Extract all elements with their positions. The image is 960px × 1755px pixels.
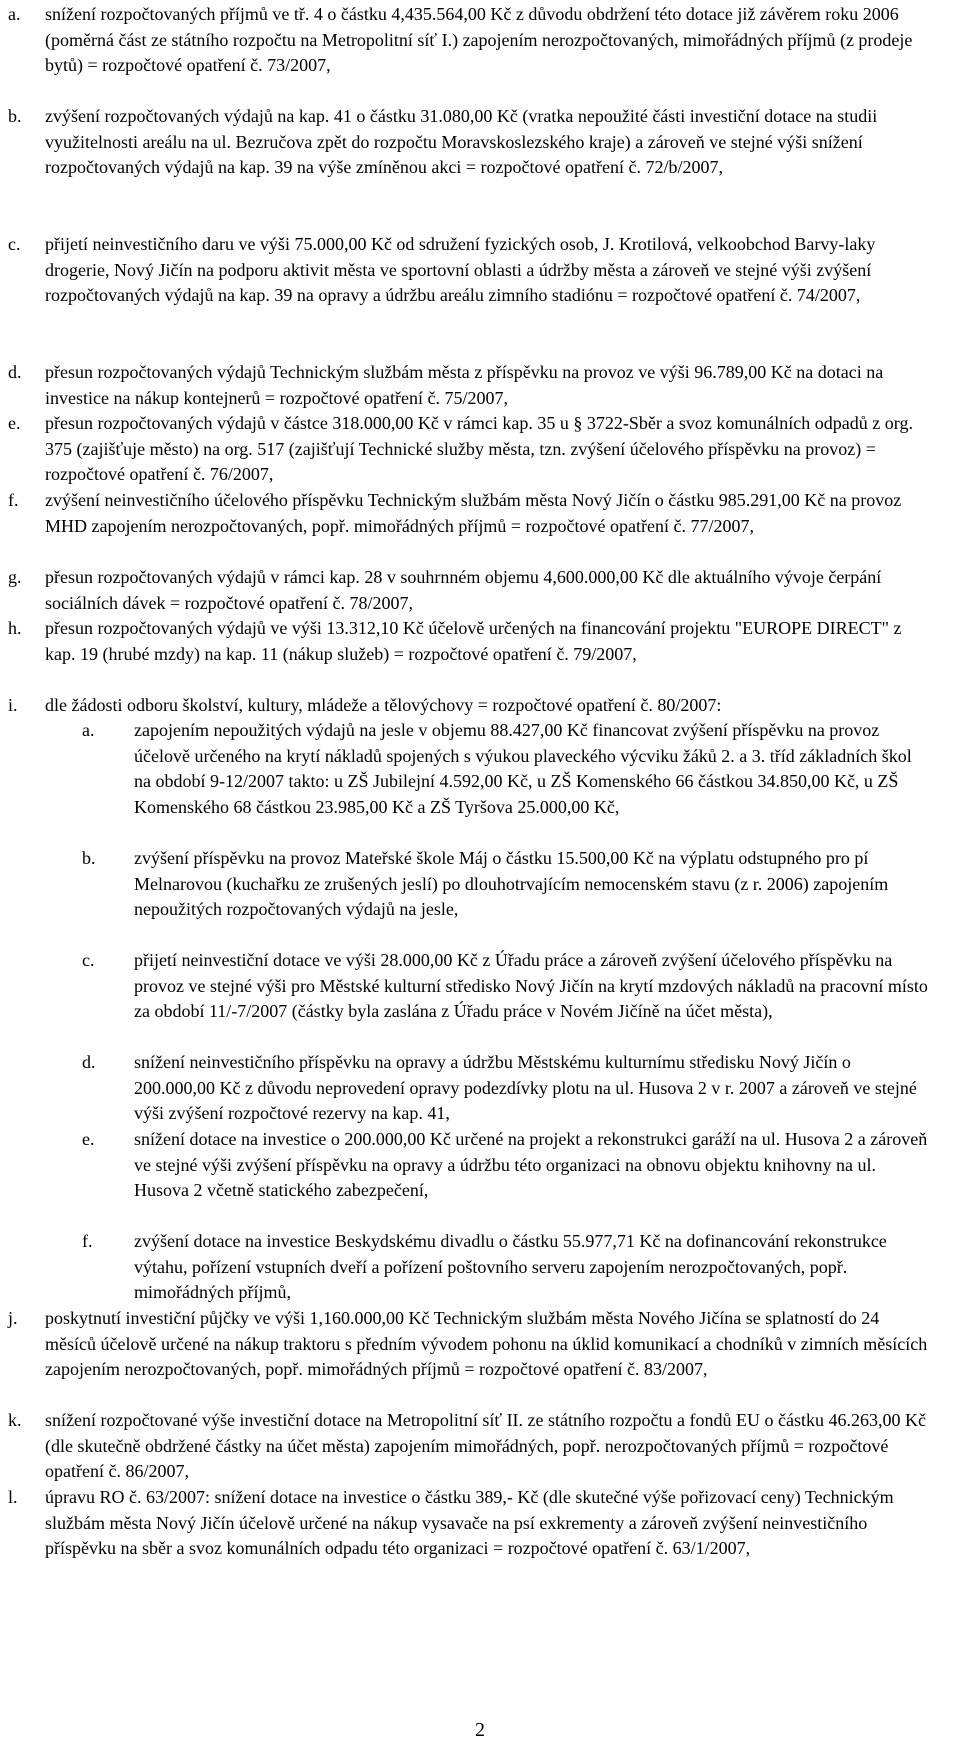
sub-list-item <box>0 948 930 1025</box>
sub-item-label: f. <box>82 1231 93 1251</box>
list-item <box>0 411 930 488</box>
item-label: b. <box>8 106 22 126</box>
list-item <box>0 1485 930 1562</box>
item-text: snížení rozpočtovaných příjmů ve tř. 4 o částku 4,435.564,00 Kč z důvodu obdržení této dotace již závěrem roku 2006 (poměrná část ze státního rozpočtu na Metropolitní síť I.) zapojením nerozpočtovaných, mimořádných příjmů (z prodeje bytů) = rozpočtové opatření č. 73/2007, <box>45 4 913 75</box>
sub-item-text: zvýšení dotace na investice Beskydskému divadlu o částku 55.977,71 Kč na dofinancování rekonstrukce výtahu, pořízení vstupních dveří a pořízení poštovního serveru zapojením nerozpočtovaných, popř. mimořádných příjmů, <box>134 1231 887 1302</box>
sub-item-text: zvýšení příspěvku na provoz Mateřské škole Máj o částku 15.500,00 Kč na výplatu odstupného pro pí Melnarovou (kuchařku ze zrušených jeslí) po dlouhotrvajícím nemocenském stavu (z r. 2006) zapojením nepoužitých rozpočtovaných výdajů na jesle, <box>134 848 889 919</box>
sub-item-label: d. <box>82 1052 96 1072</box>
item-label: j. <box>8 1308 18 1328</box>
item-label: h. <box>8 618 22 638</box>
item-text: přesun rozpočtovaných výdajů ve výši 13.312,10 Kč účelově určených na financování projektu "EUROPE DIRECT" z kap. 19 (hrubé mzdy) na kap. 11 (nákup služeb) = rozpočtové opatření č. 79/2007, <box>45 618 902 664</box>
item-text: zvýšení rozpočtovaných výdajů na kap. 41 o částku 31.080,00 Kč (vratka nepoužité části investiční dotace na studii využitelnosti areálu na ul. Bezručova zpět do rozpočtu Moravskoslezského kraje) a zároveň ve stejné výši snížení rozpočtovaných výdajů na kap. 39 na výše zmíněnou akci = rozpočtové opatření č. 72/b/2007, <box>45 106 878 177</box>
list-item <box>0 693 930 719</box>
list-item <box>0 104 930 181</box>
item-text: úpravu RO č. 63/2007: snížení dotace na investice o částku 389,- Kč (dle skutečné výše pořizovací ceny) Technickým službám města Nový Jičín účelově určené na nákup vysavače na psí exkrementy a zároveň zvýšení neinvestičního příspěvku na sběr a svoz komunálních odpadu této organizaci = rozpočtové opatření č. 63/1/2007, <box>45 1487 894 1558</box>
sub-item-text: snížení neinvestičního příspěvku na opravy a údržbu Městskému kulturnímu středisku Nový Jičín o 200.000,00 Kč z důvodu neprovedení opravy podezdívky plotu na ul. Husova 2 v r. 2007 a zároveň ve stejné výši zvýšení rozpočtové rezervy na kap. 41, <box>134 1052 917 1123</box>
item-text: snížení rozpočtované výše investiční dotace na Metropolitní síť II. ze státního rozpočtu a fondů EU o částku 46.263,00 Kč (dle skutečně obdržené částky na účet města) zapojením mimořádných, popř. nerozpočtovaných příjmů = rozpočtové opatření č. 86/2007, <box>45 1410 926 1481</box>
sub-item-text: přijetí neinvestiční dotace ve výši 28.000,00 Kč z Úřadu práce a zároveň zvýšení účelového příspěvku na provoz ve stejné výši pro Městské kulturní středisko Nový Jičín na krytí mzdových nákladů na pracovní místo za období 11/-7/2007 (částky byla zaslána z Úřadu práce v Novém Jičíně na účet města), <box>134 950 928 1021</box>
sub-list-item <box>0 846 930 923</box>
sub-list-item <box>0 1229 930 1306</box>
item-label: a. <box>8 4 21 24</box>
sub-list-item <box>0 718 930 820</box>
item-text: přijetí neinvestičního daru ve výši 75.000,00 Kč od sdružení fyzických osob, J. Krotilová, velkoobchod Barvy-laky drogerie, Nový Jičín na podporu aktivit města ve sportovní oblasti a údržby města a zároveň ve stejné výši zvýšení rozpočtovaných výdajů na kap. 39 na opravy a údržbu areálu zimního stadiónu = rozpočtové opatření č. 74/2007, <box>45 234 876 305</box>
sub-item-text: zapojením nepoužitých výdajů na jesle v objemu 88.427,00 Kč financovat zvýšení příspěvku na provoz účelově určeného na krytí nákladů spojených s výukou plaveckého výcviku žáků 2. a 3. tříd základních škol na období 9-12/2007 takto: u ZŠ Jubilejní 4.592,00 Kč, u ZŠ Komenského 66 částkou 34.850,00 Kč, u ZŠ Komenského 68 částkou 23.985,00 Kč a ZŠ Tyršova 25.000,00 Kč, <box>134 720 912 817</box>
item-label: d. <box>8 362 22 382</box>
item-text: přesun rozpočtovaných výdajů Technickým službám města z příspěvku na provoz ve výši 96.789,00 Kč na dotaci na investice na nákup kontejnerů = rozpočtové opatření č. 75/2007, <box>45 362 884 408</box>
list-item <box>0 1306 930 1383</box>
item-label: g. <box>8 567 22 587</box>
sub-item-label: e. <box>82 1129 95 1149</box>
list-item <box>0 360 930 411</box>
item-text: zvýšení neinvestičního účelového příspěvku Technickým službám města Nový Jičín o částku 985.291,00 Kč na provoz MHD zapojením nerozpočtovaných, popř. mimořádných příjmů = rozpočtové opatření č. 77/2007, <box>45 490 902 536</box>
sub-item-label: a. <box>82 720 95 740</box>
sub-item-text: snížení dotace na investice o 200.000,00 Kč určené na projekt a rekonstrukci garáží na ul. Husova 2 a zároveň ve stejné výši zvýšení příspěvku na opravy a údržbu této organizaci na obnovu objektu knihovny na ul. Husova 2 včetně statického zabezpečení, <box>134 1129 928 1200</box>
list-item <box>0 232 930 309</box>
list-item <box>0 565 930 616</box>
sub-item-label: b. <box>82 848 96 868</box>
sub-item-label: c. <box>82 950 95 970</box>
item-text: poskytnutí investiční půjčky ve výši 1,160.000,00 Kč Technickým službám města Nového Jičína se splatností do 24 měsíců účelově určené na nákup traktoru s předním vývodem pohonu na úklid komunikací a chodníků v zimních měsících zapojením nerozpočtovaných, popř. mimořádných příjmů = rozpočtové opatření č. 83/2007, <box>45 1308 928 1379</box>
item-text: dle žádosti odboru školství, kultury, mládeže a tělovýchovy = rozpočtové opatření č. 80/2007: <box>45 695 722 715</box>
list-item <box>0 1408 930 1485</box>
item-text: přesun rozpočtovaných výdajů v rámci kap. 28 v souhrnném objemu 4,600.000,00 Kč dle aktuálního vývoje čerpání sociálních dávek = rozpočtové opatření č. 78/2007, <box>45 567 882 613</box>
list-item <box>0 488 930 539</box>
item-label: l. <box>8 1487 18 1507</box>
list-item <box>0 2 930 79</box>
item-label: i. <box>8 695 18 715</box>
item-text: přesun rozpočtovaných výdajů v částce 318.000,00 Kč v rámci kap. 35 u § 3722-Sběr a svoz komunálních odpadů z org. 375 (zajišťuje město) na org. 517 (zajišťují Technické služby města, tzn. zvýšení účelového příspěvku na provoz) = rozpočtové opatření č. 76/2007, <box>45 413 913 484</box>
list-item <box>0 616 930 667</box>
item-label: f. <box>8 490 19 510</box>
item-label: k. <box>8 1410 22 1430</box>
sub-list-item <box>0 1127 930 1204</box>
page-number: 2 <box>475 1719 485 1741</box>
item-label: c. <box>8 234 21 254</box>
sub-list-item <box>0 1050 930 1127</box>
item-label: e. <box>8 413 21 433</box>
